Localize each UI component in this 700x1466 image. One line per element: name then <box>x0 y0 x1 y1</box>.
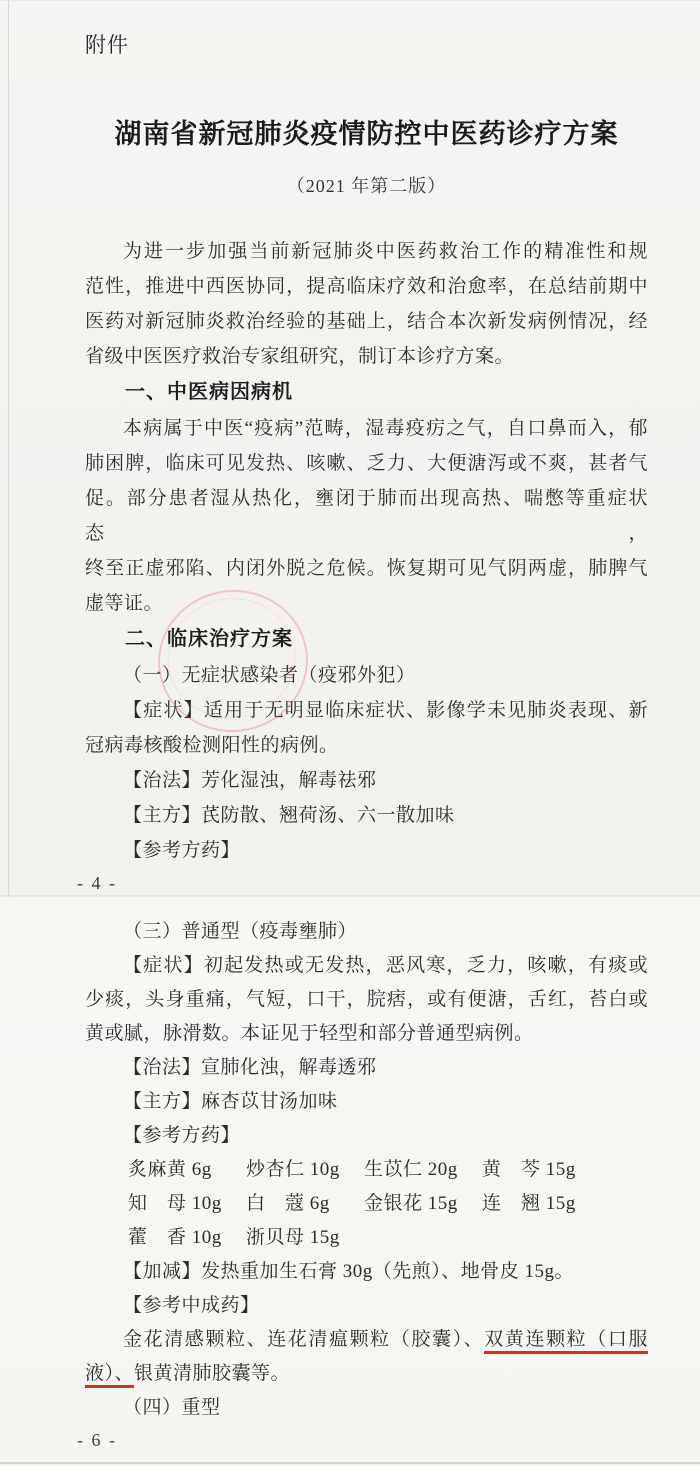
herb-cell: 知 母 10g <box>128 1193 222 1214</box>
section-1-heading: 一、中医病因病机 <box>125 381 293 403</box>
herb-cell: 黄 芩 15g <box>482 1159 576 1180</box>
sub1-symptoms-paragraph <box>85 693 648 763</box>
text-line <box>85 1323 648 1357</box>
herb-cell: 炒杏仁 10g <box>246 1159 340 1180</box>
herb-cell <box>364 1221 482 1255</box>
page-6 <box>0 897 700 1466</box>
patent-line1-normal: 金花清感颗粒、连花清瘟颗粒（胶囊）、 <box>123 1329 485 1350</box>
herb-dosage-table <box>85 1153 648 1255</box>
text-line: 【症状】适用于无明显临床症状、影像学未见肺炎表现、新 <box>123 700 648 721</box>
herb-cell: 白 蔻 6g <box>246 1193 330 1214</box>
edition-subtitle: （2021 年第二版） <box>286 176 447 196</box>
text-line: 冠病毒核酸检测阳性的病例。 <box>85 735 339 756</box>
subsection-1-heading: （一）无症状感染者（疫邪外犯） <box>123 665 416 686</box>
subsection-3-heading: （三）普通型（疫毒壅肺） <box>123 921 358 942</box>
sub3-treatment-method: 【治法】宣肺化浊，解毒透邪 <box>123 1057 377 1078</box>
text-line: 促。部分患者湿从热化，壅闭于肺而出现高热、喘憋等重症状态， <box>85 488 648 544</box>
text-line: 医药对新冠肺炎救治经验的基础上，结合本次新发病例情况，经 <box>85 311 648 332</box>
sub3-symptoms-paragraph <box>85 949 648 1051</box>
text-line: 肺困脾，临床可见发热、咳嗽、乏力、大便溏泻或不爽，甚者气 <box>85 453 648 474</box>
herb-cell: 连 翘 15g <box>482 1193 576 1214</box>
text-line: 范性，推进中西医协同，提高临床疗效和治愈率，在总结前期中 <box>85 276 648 297</box>
subsection-4-heading: （四）重型 <box>123 1397 221 1418</box>
page-top-edge <box>0 0 700 1</box>
herb-cell: 藿 香 10g <box>128 1227 222 1248</box>
pathogenesis-paragraph <box>85 411 648 621</box>
sub1-reference-label: 【参考方药】 <box>123 840 241 861</box>
herb-cell: 生苡仁 20g <box>364 1159 458 1180</box>
sub1-treatment-method: 【治法】芳化湿浊，解毒祛邪 <box>123 770 377 791</box>
patent-line2-normal: 银黄清肺胶囊等。 <box>134 1363 291 1384</box>
text-line: 黄或腻，脉滑数。本证见于轻型和部分普通型病例。 <box>85 1023 534 1044</box>
sub3-reference-label: 【参考方药】 <box>123 1125 241 1146</box>
text-line: 省级中医医疗救治专家组研究，制订本诊疗方案。 <box>85 346 515 367</box>
sub1-main-formula: 【主方】芪防散、翘荷汤、六一散加味 <box>123 805 455 826</box>
text-line: 本病属于中医“疫病”范畴，湿毒疫疠之气，自口鼻而入，郁 <box>123 418 648 439</box>
page-number-4: - 4 - <box>77 873 117 893</box>
document-title: 湖南省新冠肺炎疫情防控中医药诊疗方案 <box>114 119 619 149</box>
patent-medicine-heading: 【参考中成药】 <box>123 1295 260 1316</box>
herb-cell: 金银花 15g <box>364 1193 458 1214</box>
text-line: 为进一步加强当前新冠肺炎中医药救治工作的精准性和规 <box>123 241 648 262</box>
herb-cell: 炙麻黄 6g <box>128 1159 212 1180</box>
text-line <box>85 1357 648 1391</box>
page-bottom-edge <box>0 1462 700 1464</box>
text-line: 少痰，头身重痛，气短，口干，脘痞，或有便溏，舌红，苔白或 <box>85 989 648 1010</box>
sub3-main-formula: 【主方】麻杏苡甘汤加味 <box>123 1091 338 1112</box>
intro-paragraph <box>85 234 648 374</box>
text-line: 终至正虚邪陷、内闭外脱之危候。恢复期可见气阴两虚，肺脾气 <box>85 558 648 579</box>
text-line: 【症状】初起发热或无发热，恶风寒，乏力，咳嗽，有痰或 <box>123 955 648 976</box>
text-line: 虚等证。 <box>85 593 164 614</box>
page-number-6: - 6 - <box>77 1430 117 1450</box>
herb-cell: 浙贝母 15g <box>246 1227 340 1248</box>
section-2-heading: 二、临床治疗方案 <box>125 628 293 650</box>
page-left-edge <box>8 0 9 897</box>
modification-line: 【加减】发热重加生石膏 30g（先煎）、地骨皮 15g。 <box>123 1261 575 1282</box>
herb-cell <box>482 1221 648 1255</box>
attachment-label: 附件 <box>85 33 129 57</box>
red-underlined-text: 双黄连颗粒（口服 <box>484 1329 648 1354</box>
patent-medicine-paragraph <box>85 1323 648 1391</box>
red-underlined-text: 液）、 <box>85 1363 134 1388</box>
